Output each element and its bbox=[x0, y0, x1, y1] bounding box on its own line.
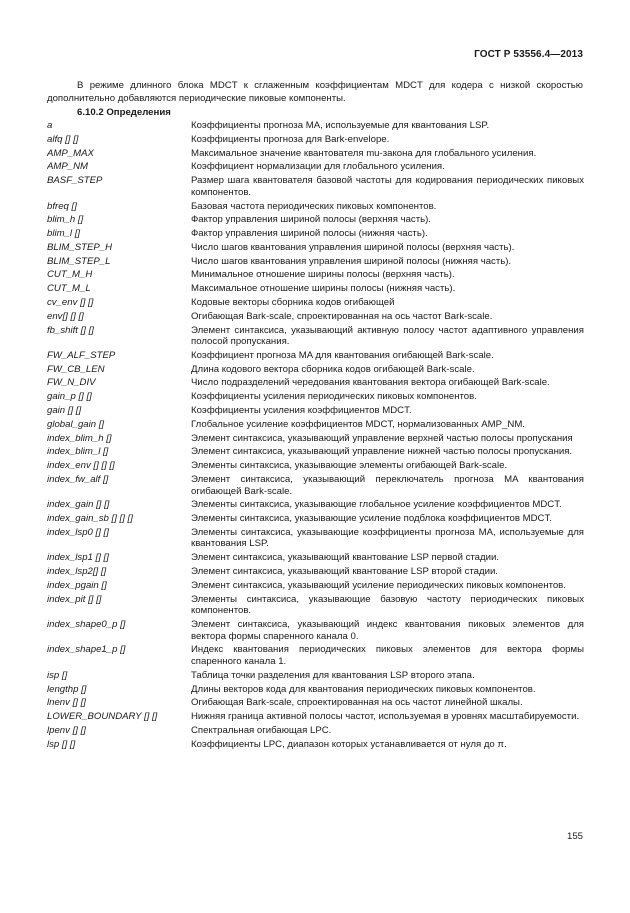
definition-term: AMP_NM bbox=[47, 161, 89, 173]
definition-row bbox=[47, 256, 587, 268]
definition-term: index_gain_sb [] [] [] bbox=[47, 513, 133, 525]
definition-description: Элемент синтаксиса, указывающий квантование LSP второй стадии. bbox=[191, 566, 498, 578]
definition-term: BASF_STEP bbox=[47, 175, 103, 187]
definition-description: Коэффициенты прогноза для Bark-envelope. bbox=[191, 133, 390, 145]
definition-description: Элементы синтаксиса, указывающие глобальное усиление коэффициентов MDCT. bbox=[191, 499, 562, 511]
definition-term: lpenv [] [] bbox=[47, 724, 86, 736]
definition-term: blim_h [] bbox=[47, 214, 84, 226]
definition-description: Элементы синтаксиса, указывающие усиление подблока коэффициентов MDCT. bbox=[191, 513, 552, 525]
definition-row bbox=[47, 297, 587, 309]
definition-description: Элементы синтаксиса, указывающие коэффициенты прогноза MA, используемые для квантования LSP. bbox=[191, 526, 584, 550]
definition-description: Нижняя граница активной полосы частот, используемая в уровнях масштабируемости. bbox=[191, 711, 580, 723]
definition-row bbox=[47, 134, 587, 146]
definition-term: lnenv [] [] bbox=[47, 697, 86, 709]
definition-row bbox=[47, 161, 587, 173]
definition-row bbox=[47, 711, 587, 723]
definition-description: Коэффициенты усиления коэффициентов MDCT. bbox=[191, 405, 412, 417]
definition-term: gain_p [] [] bbox=[47, 391, 92, 403]
definition-description: Максимальное значение квантователя mu-закона для глобального усиления. bbox=[191, 147, 537, 159]
definition-term: fb_shift [] [] bbox=[47, 324, 94, 336]
intro-paragraph: В режиме длинного блока MDCT к сглаженным коэффициентам MDCT для кодера с низкой скоростью дополнительно добавляются периодические пиковые компоненты. bbox=[47, 80, 583, 104]
definition-description: Фактор управления шириной полосы (верхняя часть). bbox=[191, 214, 431, 226]
definition-term: LOWER_BOUNDARY [] [] bbox=[47, 711, 158, 723]
definition-description: Число шагов квантования управления шириной полосы (нижняя часть). bbox=[191, 255, 512, 267]
definition-description: Фактор управления шириной полосы (нижняя часть). bbox=[191, 228, 428, 240]
definition-row bbox=[47, 644, 587, 667]
definition-row bbox=[47, 419, 587, 431]
definition-description: Базовая частота периодических пиковых компонентов. bbox=[191, 200, 437, 212]
definition-row bbox=[47, 228, 587, 240]
definition-description: Элемент синтаксиса, указывающий управление верхней частью полосы пропускания bbox=[191, 432, 573, 444]
section-title: 6.10.2 Определения bbox=[77, 107, 171, 118]
definition-description: Коэффициенты LPC, диапазон которых устанавливается от нуля до π. bbox=[191, 738, 507, 750]
definition-row bbox=[47, 684, 587, 696]
definition-description: Коэффициенты прогноза MA, используемые для квантования LSP. bbox=[191, 120, 490, 131]
definition-description: Длина кодового вектора сборника кодов огибающей Bark-scale. bbox=[191, 363, 475, 375]
definition-term: lsp [] [] bbox=[47, 738, 76, 750]
definition-row bbox=[47, 725, 587, 737]
definition-row bbox=[47, 499, 587, 511]
definition-description: Длины векторов кода для квантования периодических пиковых компонентов. bbox=[191, 683, 536, 695]
definition-description: Число шагов квантования управления шириной полосы (верхняя часть). bbox=[191, 241, 515, 253]
definition-term: gain [] [] bbox=[47, 405, 82, 417]
definition-row bbox=[47, 269, 587, 281]
definition-description: Индекс квантования периодических пиковых элементов для вектора формы спаренного канала 1. bbox=[191, 644, 584, 667]
standard-header: ГОСТ Р 53556.4—2013 bbox=[474, 49, 583, 60]
definition-row bbox=[47, 670, 587, 682]
definition-term: FW_CB_LEN bbox=[47, 363, 105, 375]
definition-row bbox=[47, 391, 587, 403]
definition-description: Элемент синтаксиса, указывающий усиление периодических пиковых компонентов. bbox=[191, 579, 566, 591]
definition-term: index_blim_l [] bbox=[47, 446, 109, 458]
definition-row bbox=[47, 283, 587, 295]
definition-row bbox=[47, 405, 587, 417]
definition-term: a bbox=[47, 120, 53, 131]
definition-term: index_shape1_p [] bbox=[47, 644, 126, 656]
definition-row bbox=[47, 242, 587, 254]
definition-row bbox=[47, 201, 587, 213]
definition-row bbox=[47, 446, 587, 458]
definition-row bbox=[47, 552, 587, 564]
definition-description: Таблица точки разделения для квантования LSP второго этапа. bbox=[191, 669, 475, 681]
definition-term: index_lsp0 [] [] bbox=[47, 526, 109, 538]
definition-description: Элемент синтаксиса, указывающий индекс квантования пиковых элементов для вектора формы спаренного канала 0. bbox=[191, 618, 584, 642]
definition-term: lengthp [] bbox=[47, 683, 87, 695]
definition-row bbox=[47, 148, 587, 160]
definition-term: index_fw_alf [] bbox=[47, 473, 109, 485]
definition-term: index_pgain [] bbox=[47, 579, 107, 591]
definition-row bbox=[47, 513, 587, 525]
definition-term: alfq [] [] bbox=[47, 133, 79, 145]
definition-description: Огибающая Bark-scale, спроектированная на ось частот Bark-scale. bbox=[191, 310, 493, 322]
definition-description: Размер шага квантователя базовой частоты для кодирования периодических пиковых компонентов. bbox=[191, 175, 584, 198]
definition-row bbox=[47, 364, 587, 376]
definition-description: Элемент синтаксиса, указывающий управление нижней частью полосы пропускания. bbox=[191, 446, 573, 458]
definition-term: bfreq [] bbox=[47, 200, 77, 212]
definition-term: index_shape0_p [] bbox=[47, 618, 126, 630]
definition-row bbox=[47, 325, 587, 348]
definition-description: Число подразделений чередования квантования вектора огибающей Bark-scale. bbox=[191, 377, 550, 389]
definition-description: Коэффициент нормализации для глобального усиления. bbox=[191, 161, 445, 173]
definition-row bbox=[47, 474, 587, 497]
definition-term: cv_env [] [] bbox=[47, 296, 94, 308]
definition-description: Элемент синтаксиса, указывающий активную полосу частот адаптивного управления полосой пропускания. bbox=[191, 324, 584, 348]
definition-term: index_lsp1 [] [] bbox=[47, 552, 109, 564]
definitions-list bbox=[47, 120, 587, 752]
definition-row bbox=[47, 311, 587, 323]
definition-term: env[] [] [] bbox=[47, 310, 84, 322]
definition-description: Коэффициент прогноза MA для квантования огибающей Bark-scale. bbox=[191, 349, 494, 361]
definition-row bbox=[47, 566, 587, 578]
definition-description: Глобальное усиление коэффициентов MDCT, нормализованных AMP_NM. bbox=[191, 418, 525, 430]
definition-term: index_blim_h [] bbox=[47, 432, 112, 444]
definition-description: Элементы синтаксиса, указывающие базовую частоту периодических пиковых компонентов. bbox=[191, 593, 584, 617]
definition-term: index_lsp2[] [] bbox=[47, 566, 107, 578]
definition-term: index_env [] [] [] bbox=[47, 460, 115, 472]
definition-term: blim_l [] bbox=[47, 228, 81, 240]
definition-term: BLIM_STEP_H bbox=[47, 241, 113, 253]
definition-row bbox=[47, 697, 587, 709]
page-number: 155 bbox=[566, 831, 583, 842]
definition-row bbox=[47, 619, 587, 642]
definition-term: BLIM_STEP_L bbox=[47, 255, 111, 267]
definition-term: FW_N_DIV bbox=[47, 377, 96, 389]
definition-description: Минимальное отношение ширины полосы (верхняя часть). bbox=[191, 269, 455, 281]
definition-row bbox=[47, 580, 587, 592]
definition-term: global_gain [] bbox=[47, 418, 105, 430]
definition-description: Спектральная огибающая LPC. bbox=[191, 724, 332, 736]
definition-description: Огибающая Bark-scale, спроектированная на ось частот линейной шкалы. bbox=[191, 697, 523, 709]
definition-description: Элементы синтаксиса, указывающие элементы огибающей Bark-scale. bbox=[191, 460, 508, 472]
definition-row bbox=[47, 350, 587, 362]
definition-row bbox=[47, 214, 587, 226]
definition-row bbox=[47, 433, 587, 445]
definition-row bbox=[47, 120, 587, 132]
definition-term: FW_ALF_STEP bbox=[47, 349, 116, 361]
definition-description: Элемент синтаксиса, указывающий переключатель прогноза MA квантования огибающей Bark-scale. bbox=[191, 473, 584, 497]
definition-row bbox=[47, 460, 587, 472]
definition-row bbox=[47, 527, 587, 550]
definition-description: Коэффициенты усиления периодических пиковых компонентов. bbox=[191, 391, 477, 403]
definition-description: Кодовые векторы сборника кодов огибающей bbox=[191, 296, 395, 308]
definition-row bbox=[47, 377, 587, 389]
definition-term: CUT_M_H bbox=[47, 269, 93, 281]
definition-term: index_pit [] [] bbox=[47, 593, 102, 605]
definition-term: index_gain [] [] bbox=[47, 499, 110, 511]
definition-description: Максимальное отношение ширины полосы (нижняя часть). bbox=[191, 283, 456, 295]
definition-description: Элемент синтаксиса, указывающий квантование LSP первой стадии. bbox=[191, 552, 499, 564]
definition-row bbox=[47, 594, 587, 617]
definition-term: CUT_M_L bbox=[47, 283, 91, 295]
definition-term: AMP_MAX bbox=[47, 147, 94, 159]
definition-row bbox=[47, 739, 587, 751]
definition-term: isp [] bbox=[47, 669, 68, 681]
definition-row bbox=[47, 175, 587, 198]
